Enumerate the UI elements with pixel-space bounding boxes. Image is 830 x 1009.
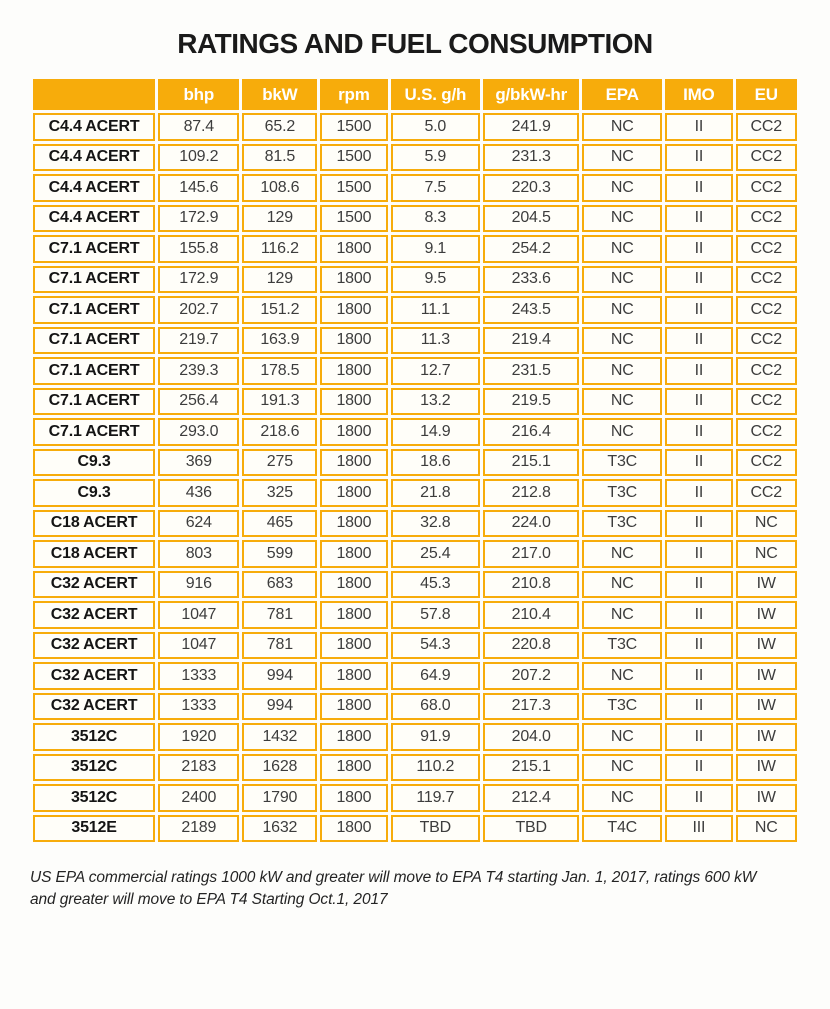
value-cell: 683 xyxy=(242,571,317,599)
value-cell: T3C xyxy=(582,693,662,721)
value-cell: 9.1 xyxy=(391,235,481,263)
value-cell: T3C xyxy=(582,632,662,660)
table-row xyxy=(33,174,797,202)
table-row xyxy=(33,449,797,477)
table-row xyxy=(33,235,797,263)
model-cell: C9.3 xyxy=(33,479,155,507)
value-cell: 163.9 xyxy=(242,327,317,355)
value-cell: 916 xyxy=(158,571,239,599)
value-cell: 369 xyxy=(158,449,239,477)
table-row xyxy=(33,510,797,538)
value-cell: 210.8 xyxy=(483,571,579,599)
value-cell: II xyxy=(665,205,732,233)
value-cell: 191.3 xyxy=(242,388,317,416)
value-cell: 5.0 xyxy=(391,113,481,141)
value-cell: NC xyxy=(582,601,662,629)
table-row xyxy=(33,693,797,721)
value-cell: 116.2 xyxy=(242,235,317,263)
model-cell: C4.4 ACERT xyxy=(33,113,155,141)
value-cell: III xyxy=(665,815,732,843)
value-cell: 110.2 xyxy=(391,754,481,782)
value-cell: 1800 xyxy=(320,510,387,538)
value-cell: 1800 xyxy=(320,632,387,660)
value-cell: 1800 xyxy=(320,418,387,446)
value-cell: NC xyxy=(582,754,662,782)
value-cell: IW xyxy=(736,754,798,782)
value-cell: 1432 xyxy=(242,723,317,751)
value-cell: IW xyxy=(736,784,798,812)
table-row xyxy=(33,723,797,751)
value-cell: 994 xyxy=(242,693,317,721)
value-cell: 2400 xyxy=(158,784,239,812)
page-title: RATINGS AND FUEL CONSUMPTION xyxy=(177,28,653,59)
value-cell: CC2 xyxy=(736,327,798,355)
value-cell: 1047 xyxy=(158,632,239,660)
value-cell: 11.1 xyxy=(391,296,481,324)
table-row xyxy=(33,479,797,507)
value-cell: 7.5 xyxy=(391,174,481,202)
value-cell: 207.2 xyxy=(483,662,579,690)
value-cell: IW xyxy=(736,601,798,629)
value-cell: 220.3 xyxy=(483,174,579,202)
value-cell: 1800 xyxy=(320,266,387,294)
value-cell: 129 xyxy=(242,266,317,294)
value-cell: II xyxy=(665,388,732,416)
value-cell: 210.4 xyxy=(483,601,579,629)
value-cell: 994 xyxy=(242,662,317,690)
table-row xyxy=(33,113,797,141)
value-cell: II xyxy=(665,723,732,751)
value-cell: 293.0 xyxy=(158,418,239,446)
value-cell: II xyxy=(665,754,732,782)
value-cell: II xyxy=(665,266,732,294)
value-cell: NC xyxy=(582,235,662,263)
model-cell: 3512E xyxy=(33,815,155,843)
value-cell: IW xyxy=(736,632,798,660)
value-cell: II xyxy=(665,693,732,721)
value-cell: 12.7 xyxy=(391,357,481,385)
table-row xyxy=(33,418,797,446)
value-cell: 215.1 xyxy=(483,754,579,782)
model-cell: C7.1 ACERT xyxy=(33,327,155,355)
value-cell: 1800 xyxy=(320,693,387,721)
model-cell: C7.1 ACERT xyxy=(33,296,155,324)
value-cell: NC xyxy=(582,266,662,294)
value-cell: 172.9 xyxy=(158,266,239,294)
value-cell: 241.9 xyxy=(483,113,579,141)
value-cell: 1800 xyxy=(320,540,387,568)
value-cell: 1333 xyxy=(158,662,239,690)
value-cell: TBD xyxy=(483,815,579,843)
column-header: EPA xyxy=(582,79,662,110)
value-cell: CC2 xyxy=(736,266,798,294)
table-row xyxy=(33,601,797,629)
value-cell: 21.8 xyxy=(391,479,481,507)
table-body xyxy=(33,113,797,842)
value-cell: 212.8 xyxy=(483,479,579,507)
column-header-model xyxy=(33,79,155,110)
value-cell: 233.6 xyxy=(483,266,579,294)
model-cell: 3512C xyxy=(33,784,155,812)
value-cell: II xyxy=(665,510,732,538)
value-cell: 8.3 xyxy=(391,205,481,233)
value-cell: 803 xyxy=(158,540,239,568)
value-cell: 1920 xyxy=(158,723,239,751)
value-cell: 218.6 xyxy=(242,418,317,446)
table-row xyxy=(33,571,797,599)
table-row xyxy=(33,815,797,843)
model-cell: C7.1 ACERT xyxy=(33,357,155,385)
value-cell: 54.3 xyxy=(391,632,481,660)
value-cell: NC xyxy=(582,144,662,172)
table-row xyxy=(33,327,797,355)
value-cell: 32.8 xyxy=(391,510,481,538)
value-cell: NC xyxy=(582,113,662,141)
model-cell: C32 ACERT xyxy=(33,693,155,721)
value-cell: T3C xyxy=(582,510,662,538)
column-header: rpm xyxy=(320,79,387,110)
value-cell: 215.1 xyxy=(483,449,579,477)
value-cell: 1800 xyxy=(320,357,387,385)
value-cell: 2189 xyxy=(158,815,239,843)
value-cell: 204.5 xyxy=(483,205,579,233)
value-cell: 2183 xyxy=(158,754,239,782)
value-cell: 275 xyxy=(242,449,317,477)
value-cell: 57.8 xyxy=(391,601,481,629)
value-cell: II xyxy=(665,601,732,629)
value-cell: CC2 xyxy=(736,174,798,202)
value-cell: CC2 xyxy=(736,235,798,263)
value-cell: 1333 xyxy=(158,693,239,721)
value-cell: 1800 xyxy=(320,601,387,629)
value-cell: NC xyxy=(736,815,798,843)
value-cell: NC xyxy=(582,205,662,233)
value-cell: NC xyxy=(582,418,662,446)
model-cell: C32 ACERT xyxy=(33,662,155,690)
value-cell: 202.7 xyxy=(158,296,239,324)
column-header: U.S. g/h xyxy=(391,79,481,110)
value-cell: II xyxy=(665,235,732,263)
value-cell: 243.5 xyxy=(483,296,579,324)
value-cell: 129 xyxy=(242,205,317,233)
value-cell: 1790 xyxy=(242,784,317,812)
value-cell: II xyxy=(665,662,732,690)
value-cell: NC xyxy=(582,571,662,599)
value-cell: 1500 xyxy=(320,205,387,233)
model-cell: C32 ACERT xyxy=(33,632,155,660)
value-cell: 624 xyxy=(158,510,239,538)
column-header: IMO xyxy=(665,79,732,110)
value-cell: 239.3 xyxy=(158,357,239,385)
value-cell: CC2 xyxy=(736,449,798,477)
value-cell: NC xyxy=(736,540,798,568)
table-row xyxy=(33,388,797,416)
model-cell: C32 ACERT xyxy=(33,571,155,599)
value-cell: 231.5 xyxy=(483,357,579,385)
value-cell: NC xyxy=(582,662,662,690)
value-cell: II xyxy=(665,144,732,172)
value-cell: II xyxy=(665,357,732,385)
value-cell: 781 xyxy=(242,632,317,660)
value-cell: TBD xyxy=(391,815,481,843)
value-cell: NC xyxy=(736,510,798,538)
value-cell: II xyxy=(665,784,732,812)
model-cell: C32 ACERT xyxy=(33,601,155,629)
value-cell: CC2 xyxy=(736,418,798,446)
value-cell: CC2 xyxy=(736,113,798,141)
value-cell: CC2 xyxy=(736,205,798,233)
model-cell: C18 ACERT xyxy=(33,510,155,538)
value-cell: 1800 xyxy=(320,388,387,416)
column-header: bkW xyxy=(242,79,317,110)
value-cell: IW xyxy=(736,693,798,721)
table-row xyxy=(33,266,797,294)
value-cell: 220.8 xyxy=(483,632,579,660)
value-cell: CC2 xyxy=(736,296,798,324)
value-cell: 1800 xyxy=(320,784,387,812)
value-cell: 1800 xyxy=(320,723,387,751)
value-cell: 5.9 xyxy=(391,144,481,172)
value-cell: 217.0 xyxy=(483,540,579,568)
value-cell: 436 xyxy=(158,479,239,507)
value-cell: 1800 xyxy=(320,815,387,843)
value-cell: NC xyxy=(582,784,662,812)
value-cell: 1800 xyxy=(320,754,387,782)
value-cell: 212.4 xyxy=(483,784,579,812)
model-cell: C4.4 ACERT xyxy=(33,144,155,172)
value-cell: II xyxy=(665,113,732,141)
value-cell: 13.2 xyxy=(391,388,481,416)
value-cell: II xyxy=(665,327,732,355)
model-cell: C9.3 xyxy=(33,449,155,477)
value-cell: 219.7 xyxy=(158,327,239,355)
value-cell: NC xyxy=(582,540,662,568)
value-cell: T4C xyxy=(582,815,662,843)
value-cell: 1800 xyxy=(320,449,387,477)
value-cell: 119.7 xyxy=(391,784,481,812)
value-cell: 224.0 xyxy=(483,510,579,538)
value-cell: NC xyxy=(582,174,662,202)
value-cell: 1500 xyxy=(320,174,387,202)
value-cell: 1800 xyxy=(320,235,387,263)
value-cell: T3C xyxy=(582,449,662,477)
model-cell: C7.1 ACERT xyxy=(33,388,155,416)
table-row xyxy=(33,632,797,660)
value-cell: 1800 xyxy=(320,662,387,690)
model-cell: C4.4 ACERT xyxy=(33,205,155,233)
value-cell: 25.4 xyxy=(391,540,481,568)
model-cell: C18 ACERT xyxy=(33,540,155,568)
value-cell: II xyxy=(665,540,732,568)
value-cell: T3C xyxy=(582,479,662,507)
table-row xyxy=(33,784,797,812)
value-cell: 1500 xyxy=(320,144,387,172)
table-header-row xyxy=(33,79,797,110)
value-cell: 9.5 xyxy=(391,266,481,294)
value-cell: 254.2 xyxy=(483,235,579,263)
value-cell: 68.0 xyxy=(391,693,481,721)
value-cell: NC xyxy=(582,357,662,385)
value-cell: 325 xyxy=(242,479,317,507)
column-header: EU xyxy=(736,79,798,110)
value-cell: 1632 xyxy=(242,815,317,843)
table-row xyxy=(33,754,797,782)
value-cell: II xyxy=(665,418,732,446)
model-cell: C7.1 ACERT xyxy=(33,235,155,263)
value-cell: II xyxy=(665,296,732,324)
value-cell: 108.6 xyxy=(242,174,317,202)
value-cell: 1047 xyxy=(158,601,239,629)
footnote: US EPA commercial ratings 1000 kW and greater will move to EPA T4 starting Jan. 1, 2017, ratings 600 kW and greater will move to EPA T4 Starting Oct.1, 2017 xyxy=(30,869,757,909)
table-row xyxy=(33,357,797,385)
value-cell: NC xyxy=(582,327,662,355)
model-cell: 3512C xyxy=(33,754,155,782)
value-cell: IW xyxy=(736,571,798,599)
value-cell: 81.5 xyxy=(242,144,317,172)
column-header: g/bkW-hr xyxy=(483,79,579,110)
value-cell: II xyxy=(665,632,732,660)
table-row xyxy=(33,205,797,233)
value-cell: CC2 xyxy=(736,144,798,172)
value-cell: II xyxy=(665,571,732,599)
value-cell: II xyxy=(665,449,732,477)
value-cell: 109.2 xyxy=(158,144,239,172)
value-cell: CC2 xyxy=(736,479,798,507)
value-cell: 45.3 xyxy=(391,571,481,599)
value-cell: NC xyxy=(582,723,662,751)
value-cell: 1800 xyxy=(320,327,387,355)
model-cell: C4.4 ACERT xyxy=(33,174,155,202)
value-cell: II xyxy=(665,479,732,507)
value-cell: 14.9 xyxy=(391,418,481,446)
value-cell: 1800 xyxy=(320,479,387,507)
value-cell: 145.6 xyxy=(158,174,239,202)
value-cell: NC xyxy=(582,296,662,324)
value-cell: 231.3 xyxy=(483,144,579,172)
value-cell: 64.9 xyxy=(391,662,481,690)
value-cell: 204.0 xyxy=(483,723,579,751)
value-cell: 151.2 xyxy=(242,296,317,324)
value-cell: 256.4 xyxy=(158,388,239,416)
value-cell: 217.3 xyxy=(483,693,579,721)
value-cell: 781 xyxy=(242,601,317,629)
value-cell: 65.2 xyxy=(242,113,317,141)
table-row xyxy=(33,662,797,690)
value-cell: NC xyxy=(582,388,662,416)
table-row xyxy=(33,296,797,324)
column-header: bhp xyxy=(158,79,239,110)
value-cell: 172.9 xyxy=(158,205,239,233)
model-cell: C7.1 ACERT xyxy=(33,266,155,294)
value-cell: 11.3 xyxy=(391,327,481,355)
table-row xyxy=(33,540,797,568)
value-cell: 18.6 xyxy=(391,449,481,477)
value-cell: 155.8 xyxy=(158,235,239,263)
value-cell: 1500 xyxy=(320,113,387,141)
ratings-fuel-consumption-table xyxy=(30,76,800,845)
value-cell: 178.5 xyxy=(242,357,317,385)
value-cell: CC2 xyxy=(736,388,798,416)
value-cell: 599 xyxy=(242,540,317,568)
model-cell: 3512C xyxy=(33,723,155,751)
value-cell: 219.4 xyxy=(483,327,579,355)
value-cell: CC2 xyxy=(736,357,798,385)
value-cell: IW xyxy=(736,723,798,751)
value-cell: 1800 xyxy=(320,296,387,324)
value-cell: 465 xyxy=(242,510,317,538)
value-cell: IW xyxy=(736,662,798,690)
value-cell: 216.4 xyxy=(483,418,579,446)
value-cell: 91.9 xyxy=(391,723,481,751)
model-cell: C7.1 ACERT xyxy=(33,418,155,446)
value-cell: 87.4 xyxy=(158,113,239,141)
value-cell: 1800 xyxy=(320,571,387,599)
value-cell: II xyxy=(665,174,732,202)
value-cell: 219.5 xyxy=(483,388,579,416)
value-cell: 1628 xyxy=(242,754,317,782)
table-row xyxy=(33,144,797,172)
